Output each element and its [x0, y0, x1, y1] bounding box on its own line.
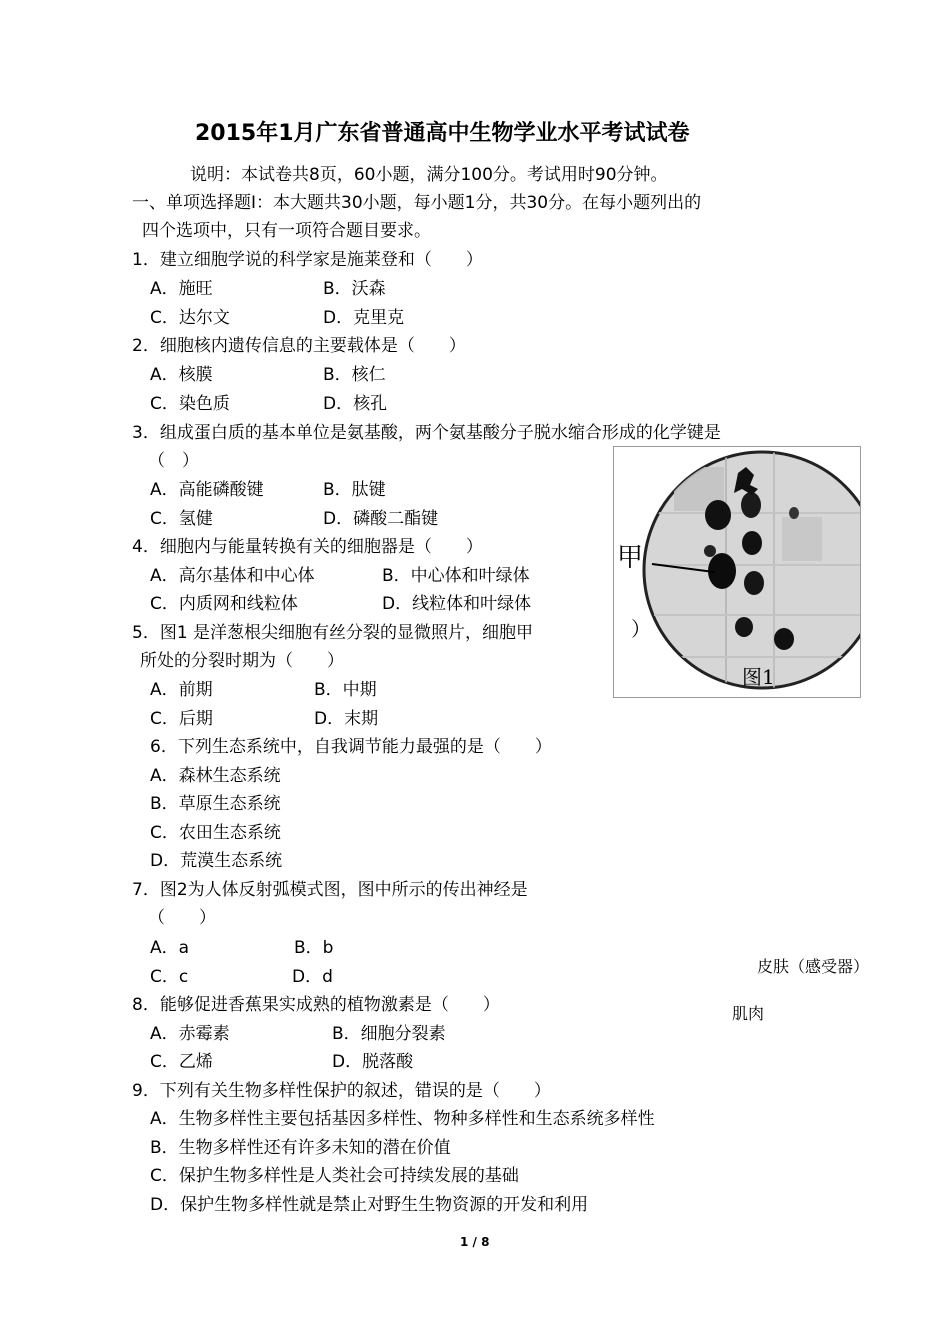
figure-1-caption: 图1	[742, 665, 775, 689]
exam-note: 说明：本试卷共8页，60小题，满分100分。考试用时90分钟。	[190, 165, 668, 185]
question-6-option-c: C．农田生态系统	[150, 823, 281, 843]
question-5-option-b: B．中期	[314, 680, 377, 700]
section-heading-line2: 四个选项中，只有一项符合题目要求。	[142, 221, 431, 241]
question-4-option-a: A．高尔基体和中心体	[150, 566, 315, 586]
question-9-option-c: C．保护生物多样性是人类社会可持续发展的基础	[150, 1166, 519, 1186]
question-2-option-a: A．核膜	[150, 365, 213, 385]
question-5-stem-cont: 所处的分裂时期为（ ）	[140, 651, 344, 671]
question-7-option-c: C．c	[150, 967, 189, 987]
question-3-option-a: A．高能磷酸键	[150, 480, 264, 500]
section-heading-line1: 一、单项选择题Ⅰ：本大题共30小题，每小题1分，共30分。在每小题列出的	[132, 193, 702, 213]
question-1-option-b: B．沃森	[323, 279, 386, 299]
question-2-stem: 2．细胞核内遗传信息的主要载体是（ ）	[132, 336, 466, 356]
question-5-stem: 5．图1 是洋葱根尖细胞有丝分裂的显微照片，细胞甲	[132, 623, 534, 643]
question-5-option-c: C．后期	[150, 709, 213, 729]
question-4-option-c: C．内质网和线粒体	[150, 594, 298, 614]
question-3-stem: 3．组成蛋白质的基本单位是氨基酸，两个氨基酸分子脱水缩合形成的化学键是	[132, 423, 721, 443]
question-8-option-c: C．乙烯	[150, 1052, 213, 1072]
figure-1-stray-mark: ）	[631, 617, 651, 641]
question-3-option-c: C．氢健	[150, 509, 213, 529]
question-5-option-d: D．末期	[314, 709, 379, 729]
question-7-option-d: D．d	[292, 967, 333, 987]
question-2-option-d: D．核孔	[323, 394, 388, 414]
figure-1-label-jia: 甲	[617, 543, 644, 573]
micrograph-illustration	[614, 447, 860, 697]
question-6-option-a: A．森林生态系统	[150, 766, 281, 786]
question-6-option-b: B．草原生态系统	[150, 794, 281, 814]
figure-2-label-skin: 皮肤（感受器）	[757, 957, 870, 976]
page-number: 1 / 8	[460, 1235, 490, 1249]
question-1-option-d: D．克里克	[323, 308, 405, 328]
question-8-stem: 8．能够促进香蕉果实成熟的植物激素是（ ）	[132, 995, 500, 1015]
question-6-stem: 6．下列生态系统中，自我调节能力最强的是（ ）	[150, 737, 552, 757]
question-9-option-b: B．生物多样性还有许多未知的潜在价值	[150, 1138, 451, 1158]
question-2-option-c: C．染色质	[150, 394, 230, 414]
question-8-option-b: B．细胞分裂素	[332, 1024, 446, 1044]
page-title: 2015年1月广东省普通高中生物学业水平考试试卷	[195, 121, 690, 146]
question-6-option-d: D．荒漠生态系统	[150, 851, 283, 871]
question-1-option-c: C．达尔文	[150, 308, 230, 328]
figure-2-label-muscle: 肌肉	[732, 1004, 765, 1023]
question-8-option-a: A．赤霉素	[150, 1024, 230, 1044]
question-9-option-a: A．生物多样性主要包括基因多样性、物种多样性和生态系统多样性	[150, 1109, 655, 1129]
question-2-option-b: B．核仁	[323, 365, 386, 385]
question-4-stem: 4．细胞内与能量转换有关的细胞器是（ ）	[132, 537, 483, 557]
question-4-option-d: D．线粒体和叶绿体	[382, 594, 532, 614]
question-9-stem: 9．下列有关生物多样性保护的叙述，错误的是（ ）	[132, 1081, 551, 1101]
question-3-option-b: B．肽键	[323, 480, 386, 500]
question-1-stem: 1．建立细胞学说的科学家是施莱登和（ ）	[132, 250, 483, 270]
figure-1	[613, 446, 861, 698]
question-8-option-d: D．脱落酸	[332, 1052, 414, 1072]
question-5-option-a: A．前期	[150, 680, 213, 700]
question-4-option-b: B．中心体和叶绿体	[382, 566, 530, 586]
question-3-option-d: D．磷酸二酯键	[323, 509, 439, 529]
question-7-stem-cont: （ ）	[148, 908, 216, 928]
question-7-option-b: B．b	[294, 938, 334, 958]
question-3-stem-cont: （ ）	[148, 451, 199, 471]
question-7-stem: 7．图2为人体反射弧模式图，图中所示的传出神经是	[132, 880, 528, 900]
question-1-option-a: A．施旺	[150, 279, 213, 299]
question-7-option-a: A．a	[150, 938, 190, 958]
question-9-option-d: D．保护生物多样性就是禁止对野生生物资源的开发和利用	[150, 1195, 589, 1215]
